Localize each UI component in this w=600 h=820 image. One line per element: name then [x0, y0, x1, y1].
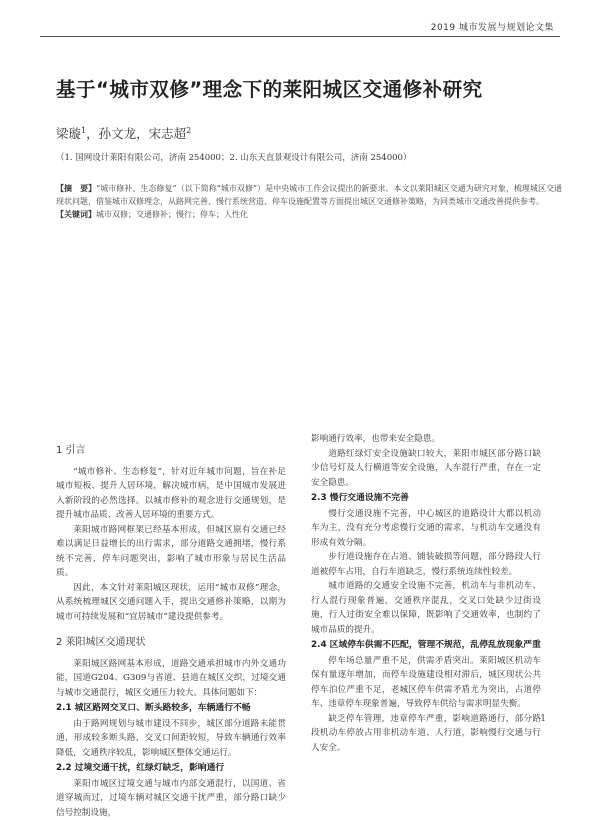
paragraph: 城市道路的交通安全设施不完善，机动车与非机动车、行人混行现象普遍，交通秩序混乱，交叉口处缺少过街设施，行人过街安全难以保障，既影响了交通效率，也制约了城市品质的提升。 [311, 579, 541, 637]
author-name: 梁璇 [56, 126, 81, 141]
subsection-heading: 2.4 区域停车供需不匹配，管理不规范，乱停乱放现象严重 [311, 638, 541, 653]
paragraph: 停车场总量严重不足，供需矛盾突出。莱阳城区机动车保有量逐年增加，而停车设施建设相对滞后，城区现状公共停车泊位严重不足，老城区停车供需矛盾尤为突出，占道停车、违章停车现象普遍，导致停车供给与需求明显失衡。 [311, 654, 541, 712]
right-column [311, 432, 541, 755]
paragraph: 莱阳城区路网基本形成，道路交通承担城市内外交通功能，国道G204、G309与省道、县道在城区交织，过境交通与城市交通混行，城区交通压力较大。具体问题如下： [56, 657, 286, 701]
abstract-label: 【摘 要】 [56, 183, 96, 193]
left-column [56, 432, 286, 820]
paragraph: 由于路网规划与城市建设不同步，城区部分道路未能贯通，形成较多断头路，交叉口间距较短，导致车辆通行效率降低，交通秩序较乱，影响城区整体交通运行。 [56, 717, 286, 761]
author-name: 宋志超 [149, 126, 187, 141]
header-rule [40, 36, 560, 37]
subsection-heading: 2.3 慢行交通设施不完善 [311, 491, 541, 506]
author-name: 孙文龙 [99, 126, 137, 141]
paper-title: 基于“城市双修”理念下的莱阳城区交通修补研究 [56, 74, 576, 102]
paragraph: 莱阳城市路网框架已经基本形成，但城区原有交通已经难以满足日益增长的出行需求，部分道路交通拥堵，慢行系统不完善，停车问题突出，影响了城市形象与居民生活品质。 [56, 523, 286, 581]
author-list [56, 124, 191, 142]
page-number: 1 [540, 714, 546, 724]
subsection-heading: 2.2 过境交通干扰，红绿灯缺乏，影响通行 [56, 761, 286, 776]
author-sup: 1 [81, 126, 86, 135]
paragraph: 莱阳市城区过境交通与城市内部交通混行，以国道、省道穿城而过，过境车辆对城区交通干扰严重，部分路口缺少信号控制设施， [56, 777, 286, 820]
paragraph: 缺乏停车管理，违章停车严重，影响道路通行，部分路段机动车停放占用非机动车道、人行道，影响慢行交通与行人安全。 [311, 712, 541, 756]
paragraph: 慢行交通设施不完善，中心城区的道路设计大都以机动车为主，没有充分考虑慢行交通的需求，与机动车交通没有形成有效分隔。 [311, 507, 541, 551]
keywords-label: 【关键词】 [56, 209, 96, 219]
paragraph: “城市修补、生态修复”，针对近年城市问题，旨在补足城市短板、提升人居环境，解决城市病，是中国城市发展进入新阶段的必然选择。以城市修补的观念进行交通规划，是提升城市品质、改善人居环境的重要方式。 [56, 465, 286, 523]
affiliation: （1. 国网设计莱阳有限公司，济南 254000；2. 山东天直景观设计有限公司，济南 254000） [56, 151, 411, 163]
running-header: 2019 城市发展与规划论文集 [431, 20, 554, 33]
subsection-heading: 2.1 城区路网交叉口、断头路较多，车辆通行不畅 [56, 701, 286, 716]
author-separator: ， [136, 126, 149, 141]
section-heading: 2 莱阳城区交通现状 [56, 636, 286, 651]
paragraph: 步行道设施存在占道、铺装破损等问题，部分路段人行道被停车占用，自行车道缺乏，慢行系统连续性较差。 [311, 550, 541, 579]
keywords-text: 城市双修；交通修补；慢行；停车；人性化 [96, 210, 248, 219]
section-heading: 1 引言 [56, 444, 286, 459]
paragraph: 因此，本文针对莱阳城区现状，运用“城市双修”理念，从系统梳理城区交通问题入手，提出交通修补策略，以期为城市可持续发展和“宜居城市”建设提供参考。 [56, 581, 286, 625]
author-sup: 2 [186, 126, 191, 135]
paragraph: 影响通行效率，也带来安全隐患。 [311, 432, 541, 447]
paragraph: 道路红绿灯安全设施缺口较大，莱阳市城区部分路口缺少信号灯及人行横道等安全设施，人车混行严重，存在一定安全隐患。 [311, 447, 541, 491]
abstract-text: “城市修补、生态修复”（以下简称“城市双修”）是中央城市工作会议提出的新要求。本文以莱阳城区交通为研究对象，梳理城区交通现状问题，借鉴城市双修理念，从路网完善、慢行系统营造、停车设施配置等方面提出城区交通修补策略，为同类城市交通改善提供参考。 [56, 184, 562, 206]
abstract-block [56, 182, 562, 221]
author-separator: ， [86, 126, 99, 141]
